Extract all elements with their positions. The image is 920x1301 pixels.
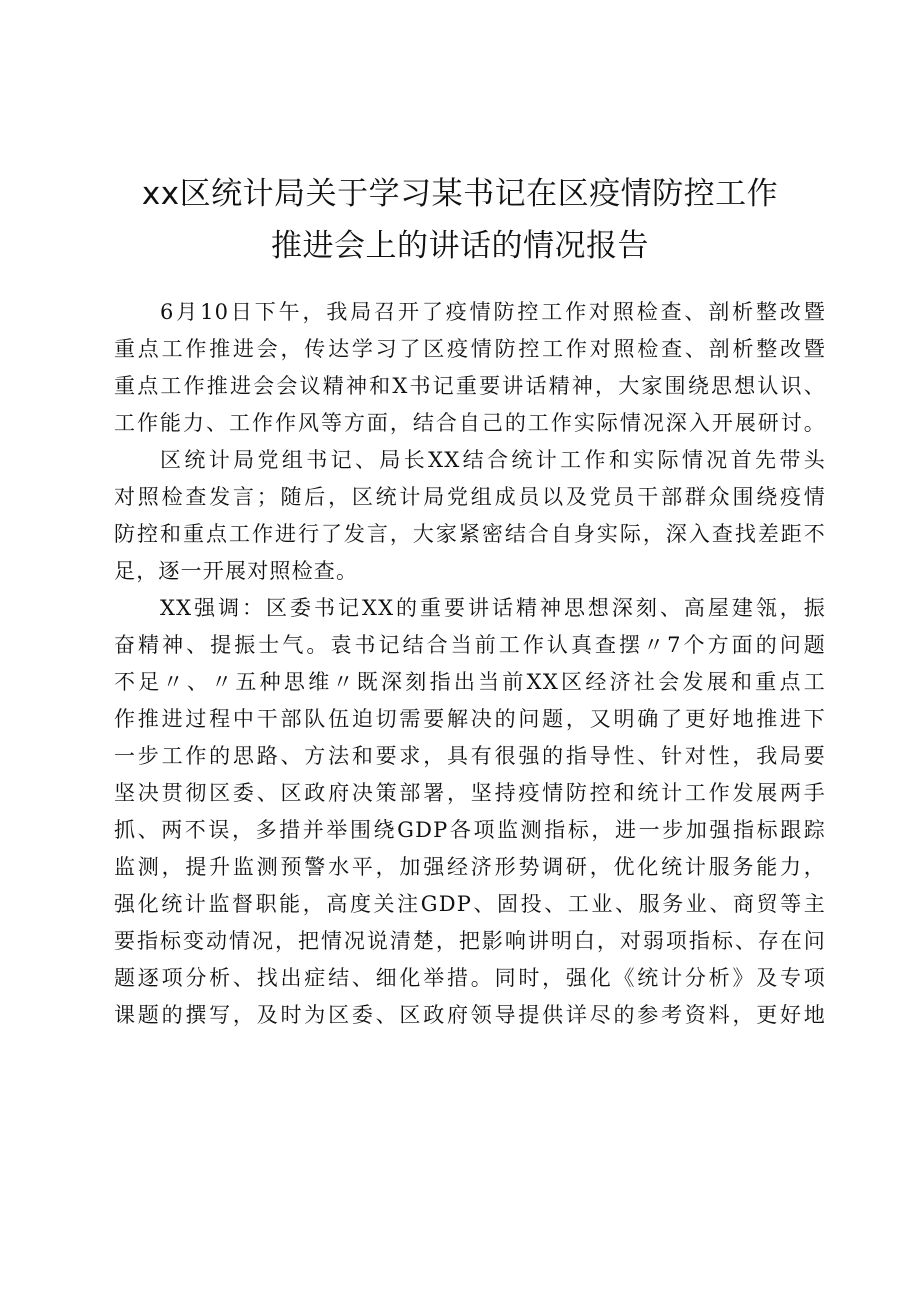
paragraph-line: 监测，提升监测预警水平，加强经济形势调研，优化统计服务能力，	[114, 855, 826, 879]
paragraph-line: 题逐项分析、找出症结、细化举措。同时，强化《统计分析》及专项	[114, 966, 826, 990]
paragraph-line: 奋精神、提振士气。袁书记结合当前工作认真查摆〃7个方面的问题	[114, 633, 826, 657]
paragraph-line: 重点工作推进会会议精神和X书记重要讲话精神，大家围绕思想认识、	[114, 374, 826, 398]
paragraph-line: 工作能力、工作作风等方面，结合自己的工作实际情况深入开展研讨。	[114, 411, 826, 435]
paragraph-line: 足，逐一开展对照检查。	[114, 559, 359, 583]
paragraph-line: XX强调：区委书记XX的重要讲话精神思想深刻、高屋建瓴，振	[160, 596, 826, 620]
paragraph-line: 区统计局党组书记、局长XX结合统计工作和实际情况首先带头	[160, 448, 826, 472]
paragraph-line: 对照检查发言；随后，区统计局党组成员以及党员干部群众围绕疫情	[114, 485, 826, 509]
paragraph	[114, 442, 826, 590]
paragraph-line: 作推进过程中干部队伍迫切需要解决的问题，又明确了更好地推进下	[114, 707, 826, 731]
paragraph-line: 6月10日下午，我局召开了疫情防控工作对照检查、剖析整改暨	[160, 300, 826, 324]
paragraph	[114, 590, 826, 1034]
paragraph-line: 一步工作的思路、方法和要求，具有很强的指导性、针对性，我局要	[114, 744, 826, 768]
title-line: xx区统计局关于学习某书记在区疫情防控工作	[141, 176, 779, 212]
paragraph	[114, 294, 826, 442]
paragraph-line: 课题的撰写，及时为区委、区政府领导提供详尽的参考资料，更好地	[114, 1003, 826, 1027]
paragraph-line: 不足〃、〃五种思维〃既深刻指出当前XX区经济社会发展和重点工	[114, 670, 826, 694]
title-line: 推进会上的讲话的情况报告	[271, 228, 649, 264]
document-body	[114, 294, 826, 1034]
paragraph-line: 防控和重点工作进行了发言，大家紧密结合自身实际，深入查找差距不	[114, 522, 826, 546]
paragraph-line: 要指标变动情况，把情况说清楚，把影响讲明白，对弱项指标、存在问	[114, 929, 826, 953]
paragraph-line: 强化统计监督职能，高度关注GDP、固投、工业、服务业、商贸等主	[114, 892, 826, 916]
paragraph-line: 抓、两不误，多措并举围绕GDP各项监测指标，进一步加强指标跟踪	[114, 818, 826, 842]
paragraph-line: 坚决贯彻区委、区政府决策部署，坚持疫情防控和统计工作发展两手	[114, 781, 826, 805]
document-title	[80, 168, 840, 272]
paragraph-line: 重点工作推进会，传达学习了区疫情防控工作对照检查、剖析整改暨	[114, 337, 826, 361]
